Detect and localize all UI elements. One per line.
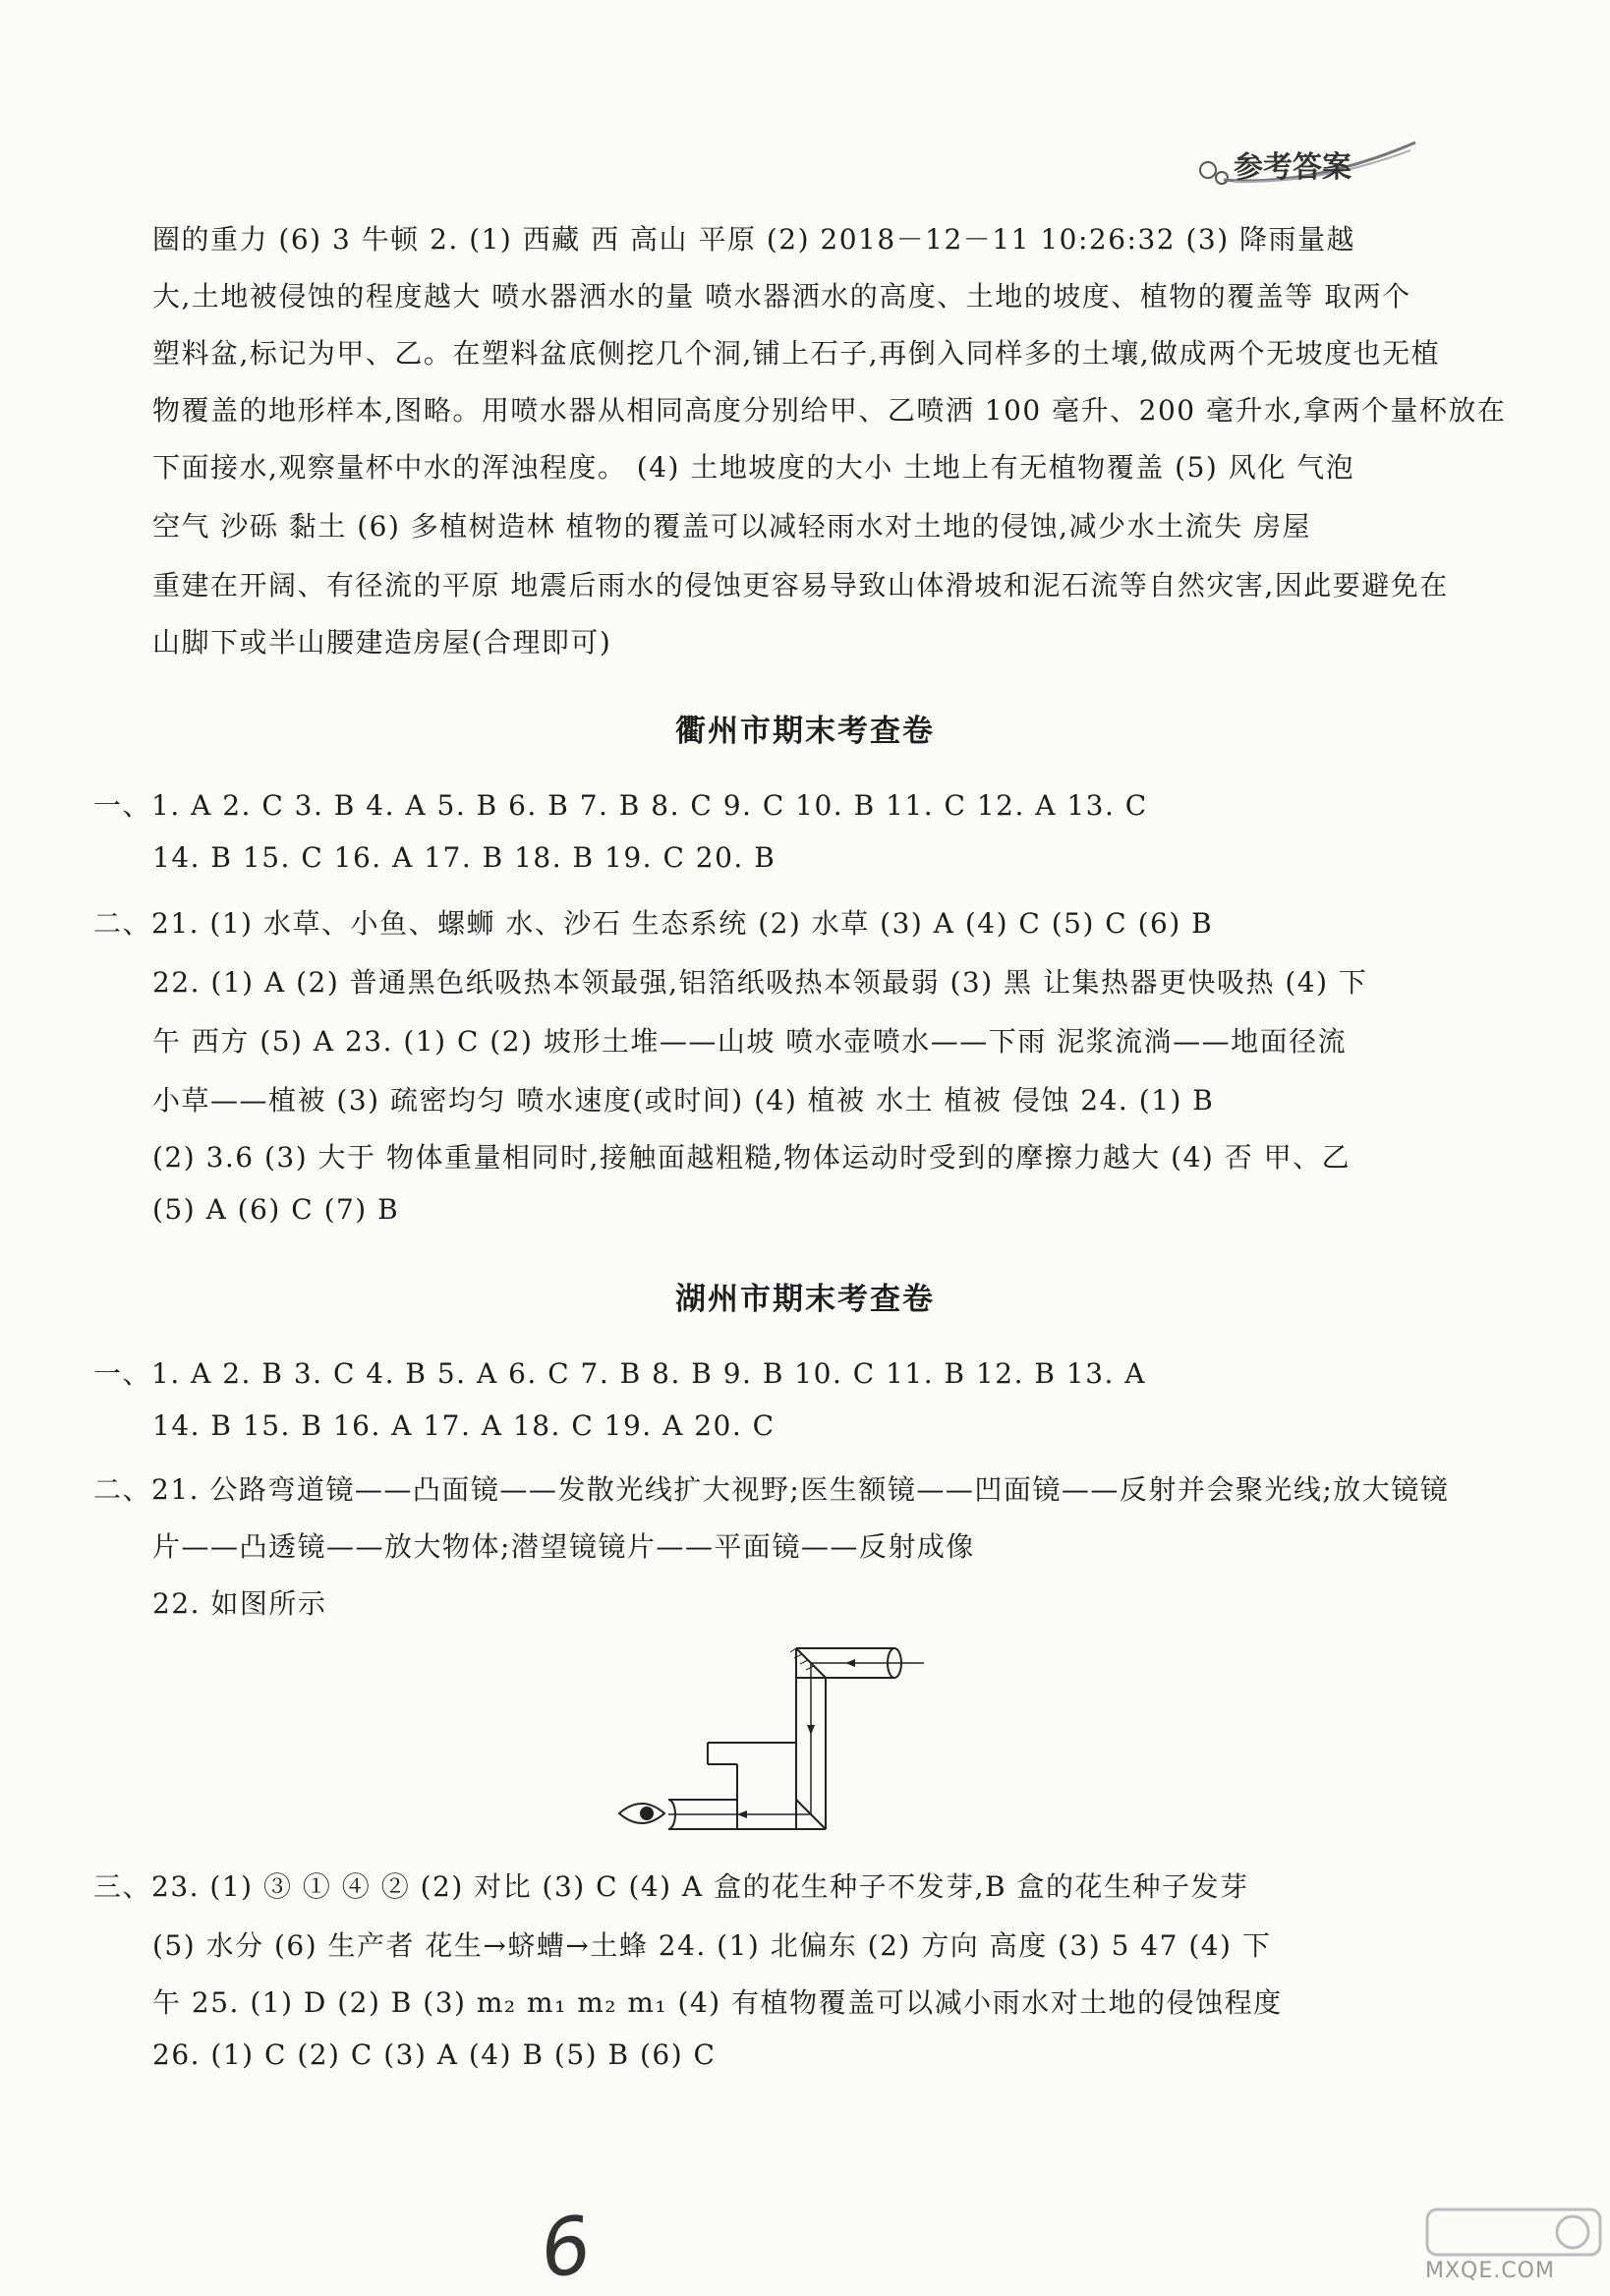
- huzhou-answer-line: (5) 水分 (6) 生产者 花生→蛴螬→土蜂 24. (1) 北偏东 (2) 方向 高度 (3) 5 47 (4) 下: [152, 1929, 1272, 1962]
- quzhou-choice-row: 14. B 15. C 16. A 17. B 18. B 19. C 20. B: [152, 841, 776, 874]
- intro-line: 下面接水,观察量杯中水的浑浊程度。 (4) 土地坡度的大小 土地上有无植物覆盖 (5) 风化 气泡: [152, 451, 1355, 484]
- section-title-huzhou: 湖州市期末考查卷: [675, 1282, 935, 1317]
- huzhou-answer-line: 二、21. 公路弯道镜——凸面镜——发散光线扩大视野;医生额镜——凹面镜——反射并会聚光线;放大镜镜: [93, 1473, 1450, 1506]
- header-label: 参考答案: [1234, 150, 1351, 185]
- intro-line: 塑料盆,标记为甲、乙。在塑料盆底侧挖几个洞,铺上石子,再倒入同样多的土壤,做成两个无坡度也无植: [152, 337, 1441, 370]
- watermark-text: MXQE.COM: [1425, 2259, 1555, 2283]
- handwritten-page-number: 6: [534, 2198, 598, 2296]
- intro-line: 山脚下或半山腰建造房屋(合理即可): [152, 626, 612, 659]
- header-answer-tag: [1194, 133, 1420, 192]
- section-title-quzhou: 衢州市期末考查卷: [675, 714, 935, 749]
- huzhou-answer-line: 片——凸透镜——放大物体;潜望镜镜片——平面镜——反射成像: [152, 1530, 975, 1563]
- huzhou-answer-line: 三、23. (1) ③ ① ④ ② (2) 对比 (3) C (4) A 盒的花生种子不发芽,B 盒的花生种子发芽: [93, 1870, 1249, 1903]
- intro-line: 物覆盖的地形样本,图略。用喷水器从相同高度分别给甲、乙喷洒 100 毫升、200 毫升水,拿两个量杯放在: [152, 394, 1507, 427]
- intro-line: 圈的重力 (6) 3 牛顿 2. (1) 西藏 西 高山 平原 (2) 2018－12－11 10:26:32 (3) 降雨量越: [152, 223, 1356, 256]
- eye-icon: [617, 1794, 666, 1833]
- watermark-icon: [1425, 2202, 1602, 2261]
- quzhou-answer-line: (5) A (6) C (7) B: [152, 1193, 400, 1226]
- intro-line: 空气 沙砾 黏土 (6) 多植树造林 植物的覆盖可以减轻雨水对土地的侵蚀,减少水土流失 房屋: [152, 510, 1311, 543]
- periscope-figure: [668, 1636, 924, 1853]
- intro-line: 大,土地被侵蚀的程度越大 喷水器洒水的量 喷水器洒水的高度、土地的坡度、植物的覆盖等 取两个: [152, 280, 1411, 313]
- quzhou-answer-line: 22. (1) A (2) 普通黑色纸吸热本领最强,铝箔纸吸热本领最弱 (3) 黑 让集热器更快吸热 (4) 下: [152, 966, 1368, 999]
- huzhou-choice-row: 14. B 15. B 16. A 17. A 18. C 19. A 20. C: [152, 1409, 776, 1442]
- huzhou-answer-line: 22. 如图所示: [152, 1587, 327, 1620]
- quzhou-answer-line: (2) 3.6 (3) 大于 物体重量相同时,接触面越粗糙,物体运动时受到的摩擦力越大 (4) 否 甲、乙: [152, 1141, 1351, 1174]
- quzhou-answer-line: 午 西方 (5) A 23. (1) C (2) 坡形土堆——山坡 喷水壶喷水——下雨 泥浆流淌——地面径流: [152, 1025, 1348, 1058]
- quzhou-choice-row: 一、1. A 2. C 3. B 4. A 5. B 6. B 7. B 8. C 9. C 10. B 11. C 12. A 13. C: [93, 789, 1148, 822]
- huzhou-answer-line: 午 25. (1) D (2) B (3) m₂ m₁ m₂ m₁ (4) 有植物覆盖可以减小雨水对土地的侵蚀程度: [152, 1986, 1283, 2019]
- intro-line: 重建在开阔、有径流的平原 地震后雨水的侵蚀更容易导致山体滑坡和泥石流等自然灾害,因此要避免在: [152, 569, 1449, 602]
- huzhou-answer-line: 26. (1) C (2) C (3) A (4) B (5) B (6) C: [152, 2038, 717, 2071]
- periscope-diagram: [668, 1636, 924, 1857]
- quzhou-answer-line: 小草——植被 (3) 疏密均匀 喷水速度(或时间) (4) 植被 水土 植被 侵蚀 24. (1) B: [152, 1084, 1215, 1117]
- watermark-logo: [1425, 2202, 1602, 2290]
- huzhou-choice-row: 一、1. A 2. B 3. C 4. B 5. A 6. C 7. B 8. B 9. B 10. C 11. B 12. B 13. A: [93, 1357, 1147, 1390]
- quzhou-answer-line: 二、21. (1) 水草、小鱼、螺蛳 水、沙石 生态系统 (2) 水草 (3) A (4) C (5) C (6) B: [93, 907, 1214, 940]
